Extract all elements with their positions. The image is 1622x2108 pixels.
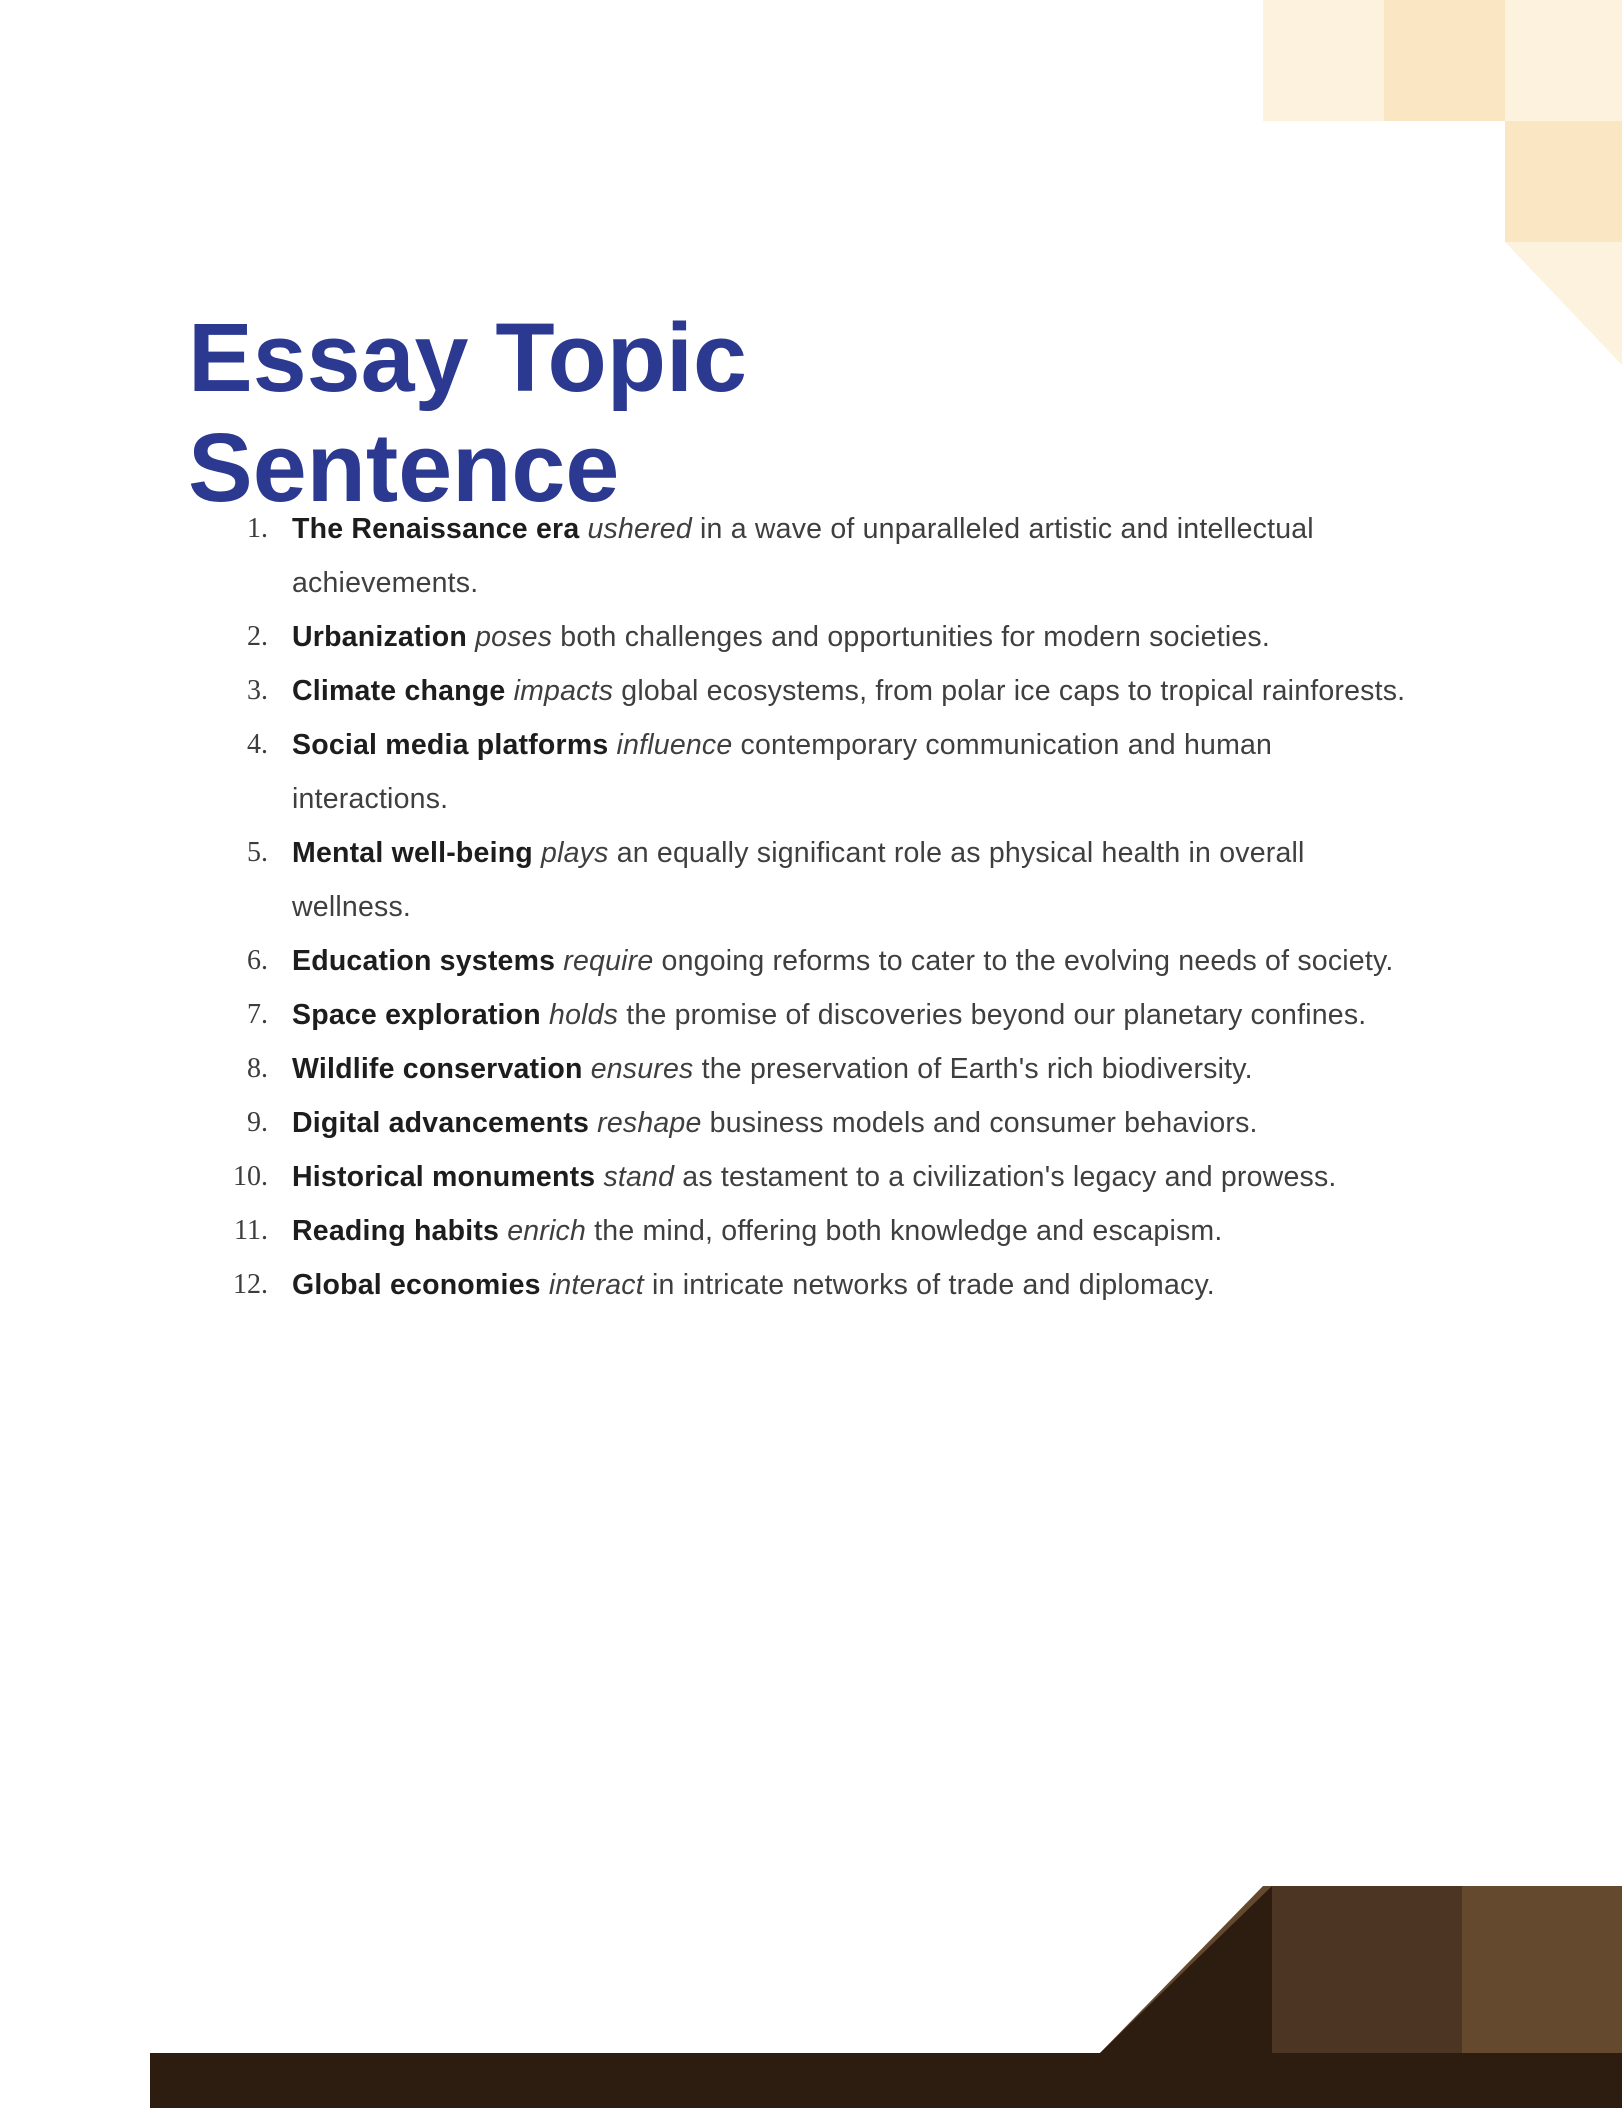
page-title-line1: Essay Topic (188, 302, 747, 412)
item-verb: interact (548, 1269, 644, 1301)
item-text: Digital advancements reshape business models and consumer behaviors. (292, 1107, 1258, 1139)
item-verb: reshape (597, 1107, 702, 1139)
item-verb: require (563, 945, 654, 977)
item-subject: Climate change (292, 675, 506, 707)
item-number: 1. (247, 513, 268, 544)
item-verb: ensures (590, 1053, 694, 1085)
item-number: 2. (247, 621, 268, 652)
deco-square (1505, 121, 1622, 242)
deco-footer-block (1272, 1886, 1462, 2053)
item-number: 11. (234, 1215, 268, 1246)
item-subject: Reading habits (292, 1215, 500, 1247)
item-verb: stand (603, 1161, 675, 1193)
list-item (188, 1258, 1448, 1312)
list-item (188, 934, 1448, 988)
item-text: Climate change impacts global ecosystems, from polar ice caps to tropical rainforests. (292, 675, 1406, 707)
item-number: 6. (247, 945, 268, 976)
item-subject: Historical monuments (292, 1161, 596, 1193)
item-text: Urbanization poses both challenges and opportunities for modern societies. (292, 621, 1270, 653)
item-verb: holds (549, 999, 619, 1031)
item-number: 10. (233, 1161, 268, 1192)
corner-decoration (1263, 0, 1622, 365)
list-item (188, 988, 1448, 1042)
item-verb: enrich (507, 1215, 587, 1247)
item-verb: influence (616, 729, 733, 761)
item-subject: Urbanization (292, 621, 467, 653)
list-item (188, 826, 1448, 934)
item-number: 5. (247, 837, 268, 868)
item-subject: Social media platforms (292, 729, 609, 761)
item-subject: Digital advancements (292, 1107, 590, 1139)
item-number: 7. (247, 999, 268, 1030)
item-subject: Mental well-being (292, 837, 533, 869)
item-subject: Wildlife conservation (292, 1053, 583, 1085)
list-item (188, 1042, 1448, 1096)
item-text: Wildlife conservation ensures the preservation of Earth's rich biodiversity. (292, 1053, 1253, 1085)
item-verb: plays (541, 837, 609, 869)
deco-footer-bar (150, 2053, 1622, 2108)
item-text: Historical monuments stand as testament to a civilization's legacy and prowess. (292, 1161, 1337, 1193)
list-item (188, 1204, 1448, 1258)
deco-square (1384, 0, 1505, 121)
list-item (188, 1096, 1448, 1150)
item-text: The Renaissance era ushered in a wave of unparalleled artistic and intellectual achievements. (292, 513, 1314, 599)
item-verb: poses (475, 621, 553, 653)
item-text: Education systems require ongoing reforms to cater to the evolving needs of society. (292, 945, 1394, 977)
item-subject: Global economies (292, 1269, 541, 1301)
list-item (188, 664, 1448, 718)
list-item (188, 610, 1448, 664)
item-verb: ushered (587, 513, 692, 545)
deco-footer-shadow (1100, 1886, 1272, 2053)
item-text: Reading habits enrich the mind, offering both knowledge and escapism. (292, 1215, 1223, 1247)
topic-list (188, 502, 1448, 1312)
item-subject: The Renaissance era (292, 513, 580, 545)
item-number: 9. (247, 1107, 268, 1138)
item-text: Space exploration holds the promise of discoveries beyond our planetary confines. (292, 999, 1367, 1031)
deco-triangle (1505, 242, 1622, 365)
item-text: Mental well-being plays an equally significant role as physical health in overall wellness. (292, 837, 1305, 923)
item-text: Global economies interact in intricate networks of trade and diplomacy. (292, 1269, 1215, 1301)
item-number: 12. (233, 1269, 268, 1300)
page-title (188, 303, 747, 522)
list-item (188, 718, 1448, 826)
list-item (188, 1150, 1448, 1204)
item-verb: impacts (513, 675, 614, 707)
item-number: 4. (247, 729, 268, 760)
footer-decoration (0, 1886, 1622, 2108)
item-text: Social media platforms influence contemporary communication and human interactions. (292, 729, 1273, 815)
item-number: 3. (247, 675, 268, 706)
item-subject: Education systems (292, 945, 556, 977)
item-number: 8. (247, 1053, 268, 1084)
item-subject: Space exploration (292, 999, 541, 1031)
list-item (188, 502, 1448, 610)
page-title-line2: Sentence (188, 412, 620, 522)
